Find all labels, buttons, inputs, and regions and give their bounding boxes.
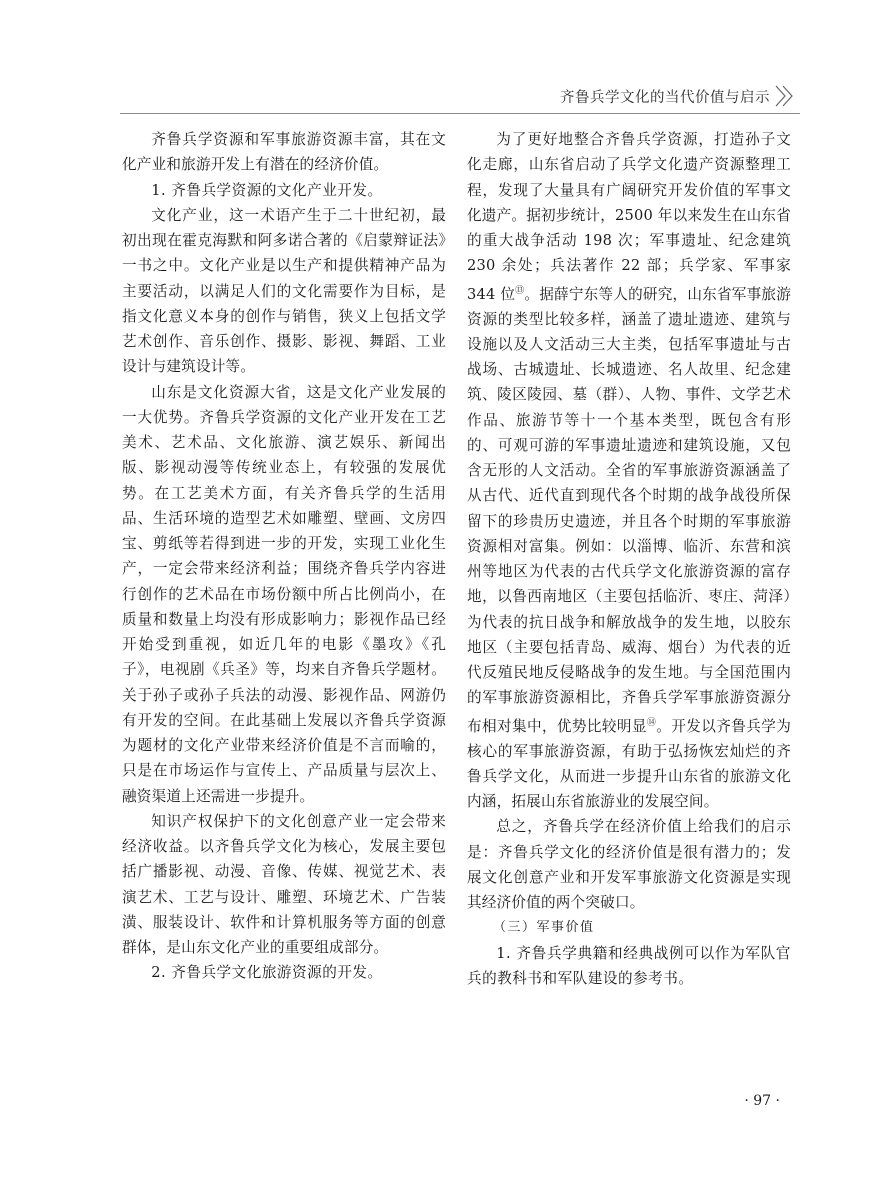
paragraph-text: 。据薛宁东等人的研究，山东省军事旅游资源的类型比较多样，涵盖了遗址遗迹、建筑与设施以及人文活动三大主类，包括军事遗址与古战场、古城遗址、长城遗迹、名人故里、纪念建筑、陵区陵园、墓（群）、人物、事件、文学艺术作品、旅游节等十一个基本类型，既包含有形的、可观可游的军事遗址遗迹和建筑设施，又包含无形的人文活动。全省的军事旅游资源涵盖了从古代、近代直到现代各个时期的战争战役所保留下的珍贵历史遗迹，并且各个时期的军事旅游资源相对富集。例如：以淄博、临沂、东营和滨州等地区为代表的古代兵学文化旅游资源的富存地，以鲁西南地区（主要包括临沂、枣庄、菏泽）为代表的抗日战争和解放战争的发生地，以胶东地区（主要包括青岛、威海、烟台）为代表的近代反殖民地反侵略战争的发生地。与全国范围内的军事旅游资源相比，齐鲁兵学军事旅游资源分布相对集中，优势比较明显 [467, 285, 792, 735]
running-header-title: 齐鲁兵学文化的当代价值与启示 [560, 90, 770, 106]
subheading: 1. 齐鲁兵学典籍和经典战例可以作为军队官兵的教科书和军队建设的参考书。 [467, 944, 791, 987]
running-header [120, 84, 800, 110]
subheading: 1. 齐鲁兵学资源的文化产业开发。 [151, 181, 383, 199]
paragraph: 知识产权保护下的文化创意产业一定会带来经济收益。以齐鲁兵学文化为核心，发展主要包括广播影视、动漫、音像、传媒、视觉艺术、表演艺术、工艺与设计、雕塑、环境艺术、广告装潢、服装设计、软件和计算机服务等方面的创意群体，是山东文化产业的重要组成部分。 [122, 812, 446, 956]
subheading: 2. 齐鲁兵学文化旅游资源的开发。 [151, 964, 383, 982]
page-number: · 97 · [744, 1093, 780, 1109]
paragraph [467, 127, 791, 814]
paragraph: 总之，齐鲁兵学在经济价值上给我们的启示是：齐鲁兵学文化的经济价值是很有潜力的；发展文化创意产业和开发军事旅游文化资源是实现其经济价值的两个突破口。 [467, 818, 791, 912]
section-heading: （三）军事价值 [493, 920, 595, 936]
double-chevron-right-icon [774, 84, 796, 108]
right-column [467, 127, 791, 991]
paragraph: 齐鲁兵学资源和军事旅游资源丰富，其在文化产业和旅游开发上有潜在的经济价值。 [122, 131, 446, 174]
paragraph-text: 为了更好地整合齐鲁兵学资源，打造孙子文化走廊，山东省启动了兵学文化遗产资源整理工程，发现了大量具有广阔研究开发价值的军事文化遗产。据初步统计，2500 年以来发生在山东省的重大战争活动 198 次；军事遗址、纪念建筑 230 余处；兵法著作 22 部；兵学家、军事家 344 位 [467, 131, 791, 303]
left-column [122, 127, 446, 986]
footnote-ref[interactable]: ⑬ [515, 285, 525, 296]
paragraph: 山东是文化资源大省，这是文化产业发展的一大优势。齐鲁兵学资源的文化产业开发在工艺美术、艺术品、文化旅游、演艺娱乐、新闻出版、影视动漫等传统业态上，有较强的发展优势。在工艺美术方面，有关齐鲁兵学的生活用品、生活环境的造型艺术如雕塑、壁画、文房四宝、剪纸等若得到进一步的开发，实现工业化生产，一定会带来经济利益；围绕齐鲁兵学内容进行创作的艺术品在市场份额中所占比例尚小，在质量和数量上均没有形成影响力；影视作品已经开始受到重视，如近几年的电影《墨攻》《孔子》，电视剧《兵圣》等，均来自齐鲁兵学题材。关于孙子或孙子兵法的动漫、影视作品、网游仍有开发的空间。在此基础上发展以齐鲁兵学资源为题材的文化产业带来经济价值是不言而喻的，只是在市场运作与宣传上、产品质量与层次上、融资渠道上还需进一步提升。 [122, 383, 446, 805]
footnote-ref[interactable]: ⑭ [646, 717, 657, 728]
paragraph-text: 。开发以齐鲁兵学为核心的军事旅游资源，有助于弘扬恢宏灿烂的齐鲁兵学文化，从而进一步提升山东省的旅游文化内涵，拓展山东省旅游业的发展空间。 [467, 717, 791, 811]
paragraph: 文化产业，这一术语产生于二十世纪初，最初出现在霍克海默和阿多诺合著的《启蒙辩证法》一书之中。文化产业是以生产和提供精神产品为主要活动，以满足人们的文化需要作为目标，是指文化意义本身的创作与销售，狭义上包括文学艺术创作、音乐创作、摄影、影视、舞蹈、工业设计与建筑设计等。 [122, 206, 446, 376]
header-rule [120, 113, 800, 114]
